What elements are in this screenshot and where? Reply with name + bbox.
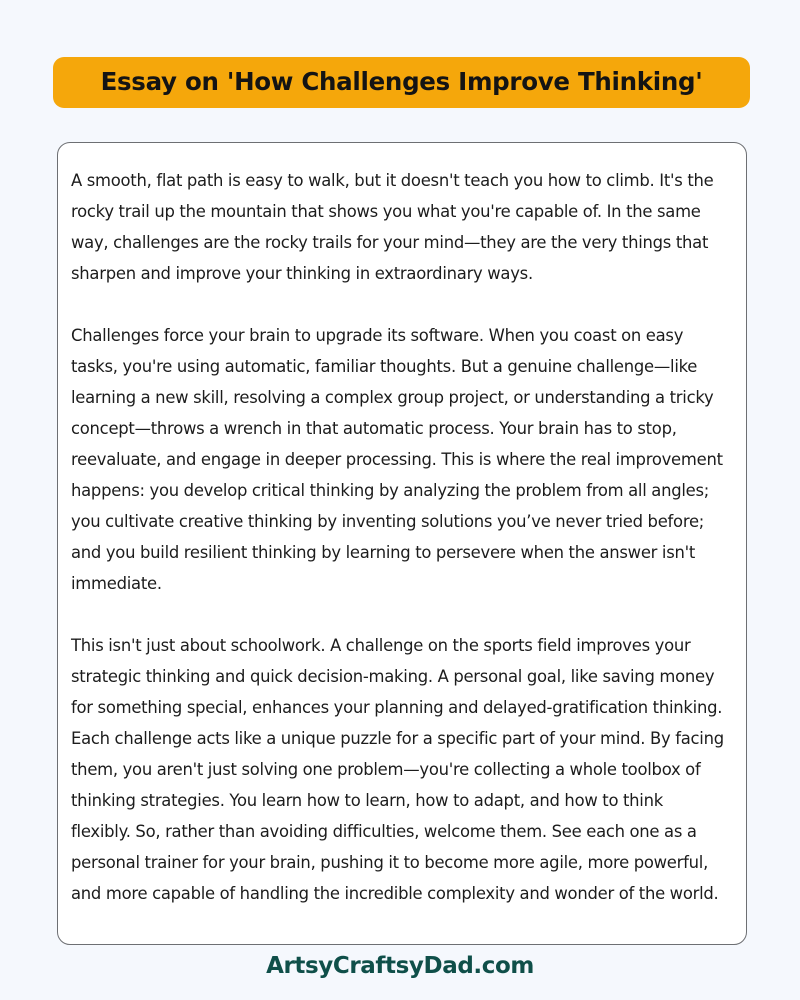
page-title: Essay on 'How Challenges Improve Thinking' (100, 67, 703, 97)
essay-paragraph-3: This isn't just about schoolwork. A challenge on the sports field improves your strategic thinking and quick decision-making. A personal goal, like saving money for something special, enhances your planning and delayed-gratification thinking. Each challenge acts like a unique puzzle for a specific part of your mind. By facing them, you aren't just solving one problem—you're collecting a whole toolbox of thinking strategies. You learn how to learn, how to adapt, and how to think flexibly. So, rather than avoiding difficulties, welcome them. See each one as a personal trainer for your brain, pushing it to become more agile, more powerful, and more capable of handling the incredible complexity and wonder of the world. (71, 636, 724, 903)
footer-branding (0, 955, 800, 978)
essay-title-banner (53, 57, 750, 108)
site-brand-label: ArtsyCraftsyDad.com (266, 953, 534, 979)
essay-paragraph-2: Challenges force your brain to upgrade its software. When you coast on easy tasks, you're using automatic, familiar thoughts. But a genuine challenge—like learning a new skill, resolving a complex group project, or understanding a tricky concept—throws a wrench in that automatic process. Your brain has to stop, reevaluate, and engage in deeper processing. This is where the real improvement happens: you develop critical thinking by analyzing the problem from all angles; you cultivate creative thinking by inventing solutions you’ve never tried before; and you build resilient thinking by learning to persevere when the answer isn't immediate. (71, 326, 723, 593)
essay-body (71, 165, 724, 909)
essay-paragraph-1: A smooth, flat path is easy to walk, but it doesn't teach you how to climb. It's the rocky trail up the mountain that shows you what you're capable of. In the same way, challenges are the rocky trails for your mind—they are the very things that sharpen and improve your thinking in extraordinary ways. (71, 171, 714, 283)
essay-content-card (57, 142, 747, 945)
